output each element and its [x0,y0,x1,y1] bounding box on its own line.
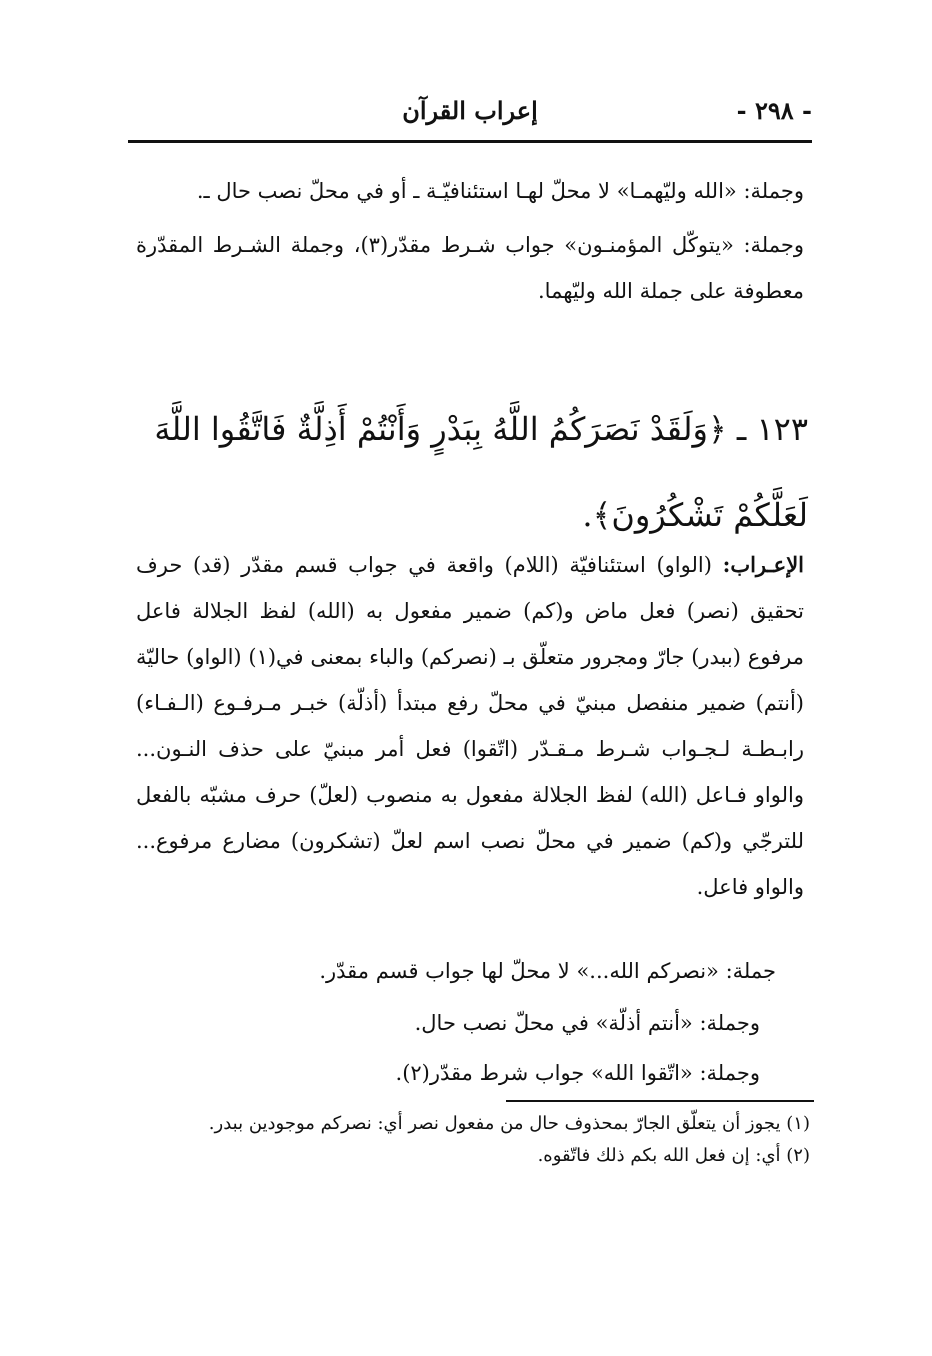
irab-label: الإعـراب: [722,552,804,577]
page-number: - ٢٩٨ - [736,96,812,125]
paragraph: وجملة: «يتوكّل المؤمنـون» جواب شـرط مقدّر(٣)، وجملة الشـرط المقدّرة معطوفة على جملة الله وليّهما. [136,233,804,303]
footnote: (٢) أي: إن فعل الله بكم ذلك فاتّقوه. [537,1145,810,1166]
footnote-divider [506,1100,814,1102]
running-title: إعراب القرآن [402,96,538,125]
sentence-analysis: وجملة: «اتّقوا الله» جواب شرط مقدّر(٢). [395,1061,760,1085]
footnotes [140,1108,810,1172]
sentence-analysis: جملة: «نصركم الله...» لا محلّ لها جواب قسم مقدّر. [319,959,776,983]
paragraph: وجملة: «الله وليّهمـا» لا محلّ لهـا استئنافيّـة ـ أو في محلّ نصب حال ـ. [196,179,804,203]
sentence-analysis: وجملة: «أنتم أذلّة» في محلّ نصب حال. [414,1011,760,1035]
irab-section [136,542,804,910]
footnote: (١) يجوز أن يتعلّق الجارّ بمحذوف حال من مفعول نصر أي: نصركم موجودين ببدر. [208,1113,810,1134]
irab-text: (الواو) استئنافيّة (اللام) واقعة في جواب قسم مقدّر (قد) حرف تحقيق (نصر) فعل ماض و(كم) ضمير مفعول به (الله) لفظ الجلالة فاعل مرفوع (ببدر) جارّ ومجرور متعلّق بـ (نصركم) والباء بمعنى في(١) (الواو) حاليّة (أنتم) ضمير منفصل مبنيّ في محلّ رفع مبتدأ (أذلّة) خبـر مـرفـوع (الـفـاء) رابـطـة لـجـواب شـرط مـقـدّر (اتّقوا) فعل أمر مبنيّ على حذف النـون... والواو فـاعل (الله) لفظ الجلالة مفعول به منصوب (لعلّ) حرف مشبّه بالفعل للترجّي و(كم) ضمير في محلّ نصب اسم لعلّ (تشكرون) مضارع مرفوع... والواو فاعل. [136,553,804,899]
page-header [128,92,812,143]
quran-verse: ١٢٣ ـ ﴿وَلَقَدْ نَصَرَكُمُ اللَّهُ بِبَدْرٍ وَأَنْتُمْ أَذِلَّةٌ فَاتَّقُوا اللَّهَ لَعَلَّكُمْ تَشْكُرُونَ﴾. [154,410,808,534]
irab-paragraph [136,542,804,910]
top-paragraphs [136,168,804,314]
